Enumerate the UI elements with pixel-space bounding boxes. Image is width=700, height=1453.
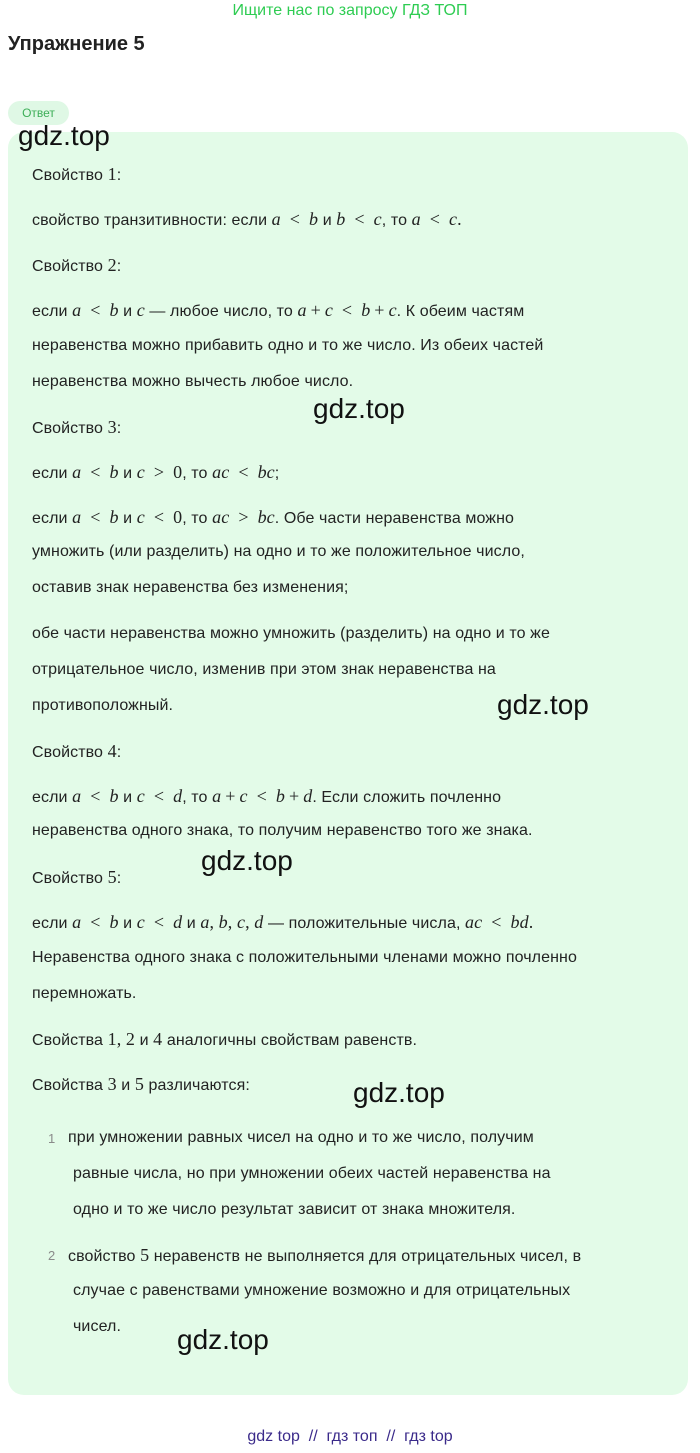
answer-badge[interactable]: Ответ (8, 101, 69, 125)
property-3-line-7: противоположный. (32, 697, 174, 714)
watermark: gdz.top (353, 1077, 445, 1108)
list-item-2-line-1: свойство 5 неравенств не выполняется для отрицательных чисел, в (68, 1245, 582, 1265)
property-3-heading: Свойство 3: (32, 417, 122, 437)
property-2-heading: Свойство 2: (32, 255, 122, 275)
property-4-line-1: если a < b и c < d, то a + c < b + d. Если сложить почленно (32, 786, 502, 806)
list-item-1-line-3: одно и то же число результат зависит от знака множителя. (73, 1201, 516, 1218)
page-title: Упражнение 5 (8, 33, 145, 55)
top-banner[interactable]: Ищите нас по запросу ГДЗ ТОП (232, 2, 468, 19)
property-5-line-2: Неравенства одного знака с положительными членами можно почленно (32, 949, 577, 966)
property-4-heading: Свойство 4: (32, 741, 122, 761)
property-2-line-2: неравенства можно прибавить одно и то же число. Из обеих частей (32, 337, 544, 354)
property-3-line-2: если a < b и c < 0, то ac > bc. Обе части неравенства можно (32, 507, 515, 527)
property-3-line-5: обе части неравенства можно умножить (разделить) на одно и то же (32, 625, 550, 642)
list-item-number: 2 (48, 1248, 56, 1263)
property-2-line-3: неравенства можно вычесть любое число. (32, 373, 354, 390)
list-item-2-line-3: чисел. (73, 1318, 122, 1335)
property-3-line-6: отрицательное число, изменив при этом знак неравенства на (32, 661, 496, 678)
property-3-line-1: если a < b и c > 0, то ac < bc; (32, 462, 280, 482)
list-item-1-line-2: равные числа, но при умножении обеих частей неравенства на (73, 1165, 551, 1182)
property-3-line-3: умножить (или разделить) на одно и то же положительное число, (32, 543, 525, 560)
property-4-line-2: неравенства одного знака, то получим неравенство того же знака. (32, 822, 533, 839)
property-5-line-3: перемножать. (32, 985, 137, 1002)
property-1-heading: Свойство 1: (32, 164, 122, 184)
watermark: gdz.top (177, 1324, 269, 1355)
watermark: gdz.top (18, 120, 110, 151)
summary-line-1: Свойства 1, 2 и 4 аналогичны свойствам равенств. (32, 1029, 418, 1049)
property-1-text: свойство транзитивности: если a < b и b < c, то a < c. (32, 209, 462, 229)
property-2-text: если a < b и c — любое число, то a + c < b + c. К обеим частям (32, 300, 525, 320)
list-item-number: 1 (48, 1131, 56, 1146)
list-item-2-line-2: случае с равенствами умножение возможно и для отрицательных (73, 1282, 571, 1299)
property-5-heading: Свойство 5: (32, 867, 122, 887)
list-item-1-line-1: при умножении равных чисел на одно и то же число, получим (68, 1129, 534, 1146)
watermark: gdz.top (313, 393, 405, 424)
watermark: gdz.top (201, 845, 293, 876)
property-5-line-1: если a < b и c < d и a, b, c, d — положительные числа, ac < bd. (32, 912, 534, 932)
watermark: gdz.top (497, 689, 589, 720)
property-3-line-4: оставив знак неравенства без изменения; (32, 579, 349, 596)
footer-links[interactable]: gdz top // гдз топ // гдз top (247, 1428, 453, 1445)
summary-line-2: Свойства 3 и 5 различаются: (32, 1074, 250, 1094)
